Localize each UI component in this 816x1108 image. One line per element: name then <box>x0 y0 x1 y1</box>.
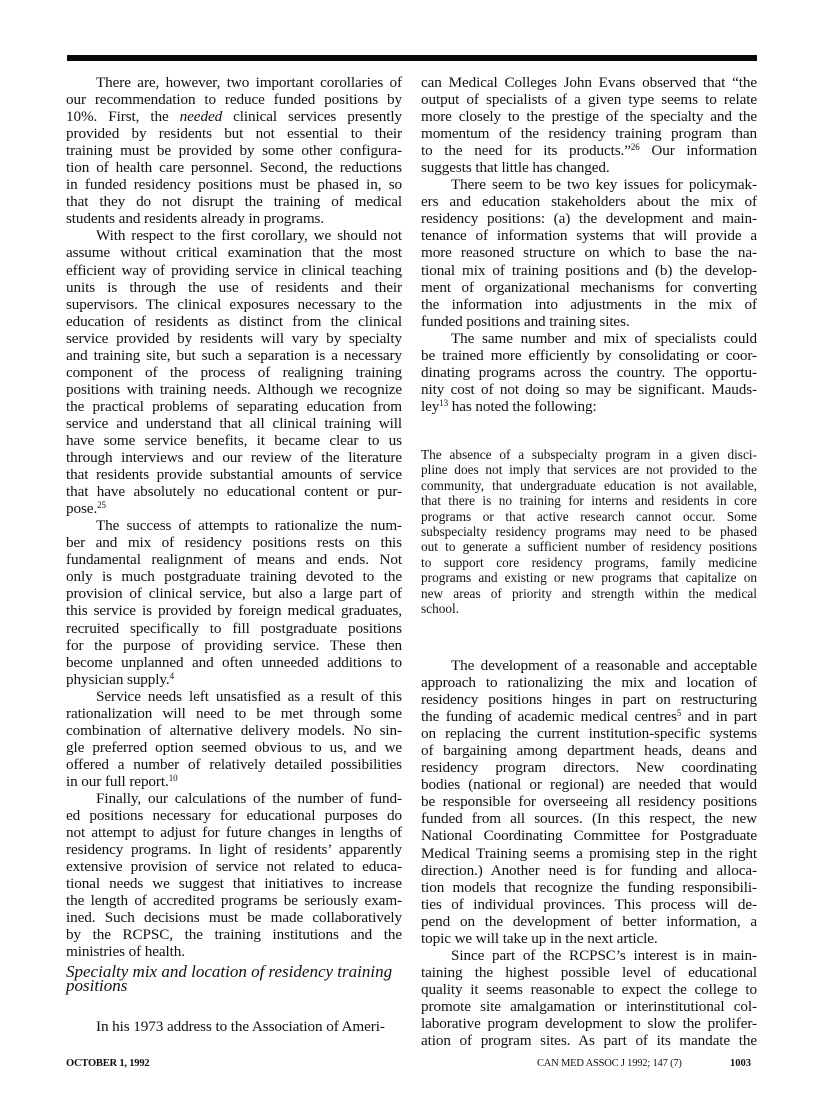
text-line: students and residents already in programs. <box>66 210 325 228</box>
text-line: the funding of academic medical centres$^5$ and in part <box>421 708 757 726</box>
text-line: programs or that active research cannot occur. Some <box>421 508 757 524</box>
text-line: programs and existing or new programs that capitalize on <box>421 570 757 586</box>
text-line: offered a number of relatively detailed possibilities <box>66 755 402 773</box>
text-line: to support core residency programs, family medicine <box>421 554 757 570</box>
text-line: pline does not imply that services are not provided to the <box>421 462 757 478</box>
heading-line: Specialty mix and location of residency training <box>66 962 393 981</box>
text-line: physician supply.$^4$ <box>66 670 175 688</box>
text-line: be responsible for overseeing all residency positions <box>421 793 757 811</box>
body-paragraph <box>421 176 757 329</box>
text-line: tenance of information systems that will provide a <box>421 227 757 245</box>
body-paragraph <box>421 74 757 176</box>
text-line: ment of organizational mechanisms for converting <box>421 278 757 296</box>
text-line: With respect to the first corollary, we should not <box>96 227 402 245</box>
body-paragraph <box>66 74 402 227</box>
text-line: ed positions necessary for educational purposes do <box>66 807 402 825</box>
text-line: ministries of health. <box>66 943 185 961</box>
text-line: topic we will take up in the next article. <box>421 929 658 947</box>
page-number: 1003 <box>730 1058 751 1069</box>
text-line: recruited specifically to fill postgraduate positions <box>66 619 402 637</box>
text-line: suggests that little has changed. <box>421 159 610 177</box>
quote-paragraph <box>421 447 757 616</box>
left-final-paragraph <box>66 1018 402 1035</box>
text-line: tional mix of training positions and (b) the develop- <box>421 261 757 279</box>
text-line: ties of individual provinces. This process will de- <box>421 895 757 913</box>
text-line: Service needs left unsatisfied as a result of this <box>96 687 402 705</box>
text-line: can Medical Colleges John Evans observed that “the <box>421 74 757 91</box>
body-paragraph <box>66 790 402 960</box>
text-line: supervisors. The clinical exposures necessary to the <box>66 295 402 313</box>
text-line: residency programs. In light of residents’ apparently <box>66 841 402 859</box>
body-paragraph <box>66 227 402 517</box>
text-line: extensive provision of service not related to educa- <box>66 858 402 876</box>
body-paragraph <box>66 688 402 790</box>
text-line: by the RCPSC, the training institutions and the <box>66 926 402 944</box>
right-column-bottom <box>421 657 757 1049</box>
text-line: laborative program development to slow the prolifer- <box>421 1014 757 1032</box>
text-line: this service is provided by foreign medical graduates, <box>66 602 402 620</box>
text-line: component of the process of realigning training <box>66 363 402 381</box>
body-paragraph <box>421 657 757 947</box>
text-line: become unplanned and often unneeded additions to <box>66 653 402 671</box>
text-line: that there is no training for interns and residents in core <box>421 493 757 509</box>
text-line: funded positions and training sites. <box>421 312 630 330</box>
text-line: momentum of the residency training program than <box>421 125 757 143</box>
text-line: and training site, but such a separation is a necessary <box>66 346 402 364</box>
text-line: be trained more efficiently by consolidating or coor- <box>421 346 757 364</box>
block-quote <box>421 447 757 616</box>
text-line: dinating programs across the country. The opportu- <box>421 363 757 381</box>
text-line: tion models that recognize the funding responsibili- <box>421 878 757 896</box>
text-line: through interviews and our review of the literature <box>66 449 402 467</box>
text-line: fundamental realignment of means and ends. Not <box>66 551 402 569</box>
text-line: taining the highest possible level of educational <box>421 963 757 981</box>
text-line: positions with training needs. Although we recognize <box>66 380 402 398</box>
text-line: National Coordinating Committee for Postgraduate <box>421 827 757 845</box>
text-line: Finally, our calculations of the number of fund- <box>96 789 402 807</box>
text-line: only is much postgraduate training devoted to the <box>66 568 402 586</box>
text-line: efficient way of providing service in clinical teaching <box>66 261 402 279</box>
text-line: In his 1973 address to the Association of Ameri- <box>96 1018 385 1035</box>
text-line: tion of health care personnel. Second, the reductions <box>66 159 402 177</box>
text-line: have some service benefits, it became clear to us <box>66 431 402 449</box>
text-line: residency program directors. New coordinating <box>421 759 757 777</box>
text-line: The success of attempts to rationalize the num- <box>96 517 402 535</box>
text-line: education of residents as distinct from the clinical <box>66 312 402 330</box>
text-line: provided by residents but not essential to their <box>66 125 402 143</box>
text-line: that they do not disrupt the training of medical <box>66 193 402 211</box>
text-line: approach to rationalizing the mix and location of <box>421 674 757 692</box>
text-line: nity cost of not doing so may be significant. Mauds- <box>421 380 757 398</box>
heading-line: positions <box>66 976 128 995</box>
text-line: to the need for its products.”$^{26}$ Our information <box>421 142 758 160</box>
text-line: for the purpose of providing service. These then <box>66 636 402 654</box>
text-line: tional needs we suggest that initiatives to increase <box>66 875 402 893</box>
text-line: of bargaining among department heads, deans and <box>421 742 757 760</box>
text-line: assume without critical examination that the most <box>66 244 402 262</box>
text-line: ley$^{13}$ has noted the following: <box>421 397 597 415</box>
text-line: ber and mix of residency positions rests on this <box>66 534 402 552</box>
text-line: the information into adjustments in the mix of <box>421 295 757 313</box>
text-line: The absence of a subspecialty program in a given disci- <box>421 447 757 462</box>
text-line: in funded residency positions must be phased in, so <box>66 176 402 194</box>
text-line: out to generate a sufficient number of residency positions <box>421 539 757 555</box>
text-line: The development of a reasonable and acceptable <box>451 657 757 674</box>
text-line: funded from all sources. (In this respect, the new <box>421 810 757 828</box>
text-line: pend on the development of better information, a <box>421 912 757 930</box>
text-line: our recommendation to reduce funded positions by <box>66 91 402 109</box>
text-line: more closely to the prestige of the specialty and the <box>421 108 757 126</box>
text-line: school. <box>421 600 460 616</box>
text-line: The same number and mix of specialists could <box>451 329 757 347</box>
text-line: combination of alternative delivery models. No sin- <box>66 721 402 739</box>
text-line: ined. Such decisions must be made collaboratively <box>66 909 402 927</box>
text-line: rationalization will need to be met through some <box>66 704 402 722</box>
text-line: subspecialty residency programs may need to be phased <box>421 523 757 539</box>
text-line: promote site amalgamation or interinstitutional col- <box>421 997 757 1015</box>
text-line: that residents provide substantial amounts of service <box>66 466 402 484</box>
body-paragraph <box>66 517 402 687</box>
text-line: output of specialists of a given type seems to relate <box>421 91 757 109</box>
text-line: direction.) Another need is for funding and alloca- <box>421 861 757 879</box>
text-line: community, that undergraduate education is not available, <box>421 477 757 493</box>
footer-date: OCTOBER 1, 1992 <box>66 1058 150 1069</box>
text-line: more reasoned structure on which to base the na- <box>421 244 757 262</box>
text-line: There seem to be two key issues for policymak- <box>451 176 757 194</box>
text-line: service and understand that all clinical training will <box>66 414 402 432</box>
text-line: new areas of priority and strength within the medical <box>421 585 757 601</box>
text-line: Medical Training seems a promising step in the right <box>421 844 757 862</box>
text-line: Since part of the RCPSC’s interest is in main- <box>451 946 757 964</box>
text-line: units is through the use of residents and their <box>66 278 402 296</box>
left-column <box>66 74 402 960</box>
text-line: training must be provided by some other configura- <box>66 142 402 160</box>
text-line: ers and education stakeholders about the mix of <box>421 193 757 211</box>
body-paragraph <box>421 330 757 415</box>
text-line: service provided by residents will vary by specialty <box>66 329 402 347</box>
text-line: provision of clinical service, but also a large part of <box>66 585 402 603</box>
text-line: the length of accredited programs be seriously exam- <box>66 892 402 910</box>
text-line: the practical problems of separating education from <box>66 397 402 415</box>
right-column <box>421 74 757 415</box>
body-paragraph <box>66 1018 402 1035</box>
text-line: gle preferred option seemed obvious to us, and we <box>66 738 402 756</box>
text-line: residency positions hinges in part on restructuring <box>421 691 757 709</box>
text-line: There are, however, two important corollaries of <box>96 74 402 91</box>
text-line: not attempt to adjust for future changes in lengths of <box>66 824 402 842</box>
text-line: in our full report.$^{10}$ <box>66 772 178 790</box>
text-line: 10%. First, the needed clinical services presently <box>66 108 402 126</box>
text-line: quality it seems reasonable to expect the college to <box>421 980 757 998</box>
text-line: bodies (national or regional) are needed that would <box>421 776 757 794</box>
section-heading <box>66 962 406 995</box>
text-line: that have absolutely no educational content or pur- <box>66 483 402 501</box>
text-line: ation of program sites. As part of its mandate the <box>421 1032 757 1050</box>
text-line: pose.$^{25}$ <box>66 500 106 518</box>
top-rule <box>67 55 757 61</box>
body-paragraph <box>421 947 757 1049</box>
footer-citation: CAN MED ASSOC J 1992; 147 (7) <box>537 1058 682 1069</box>
text-line: on replacing the current institution-specific systems <box>421 725 757 743</box>
text-line: residency positions: (a) the development and main- <box>421 210 757 228</box>
